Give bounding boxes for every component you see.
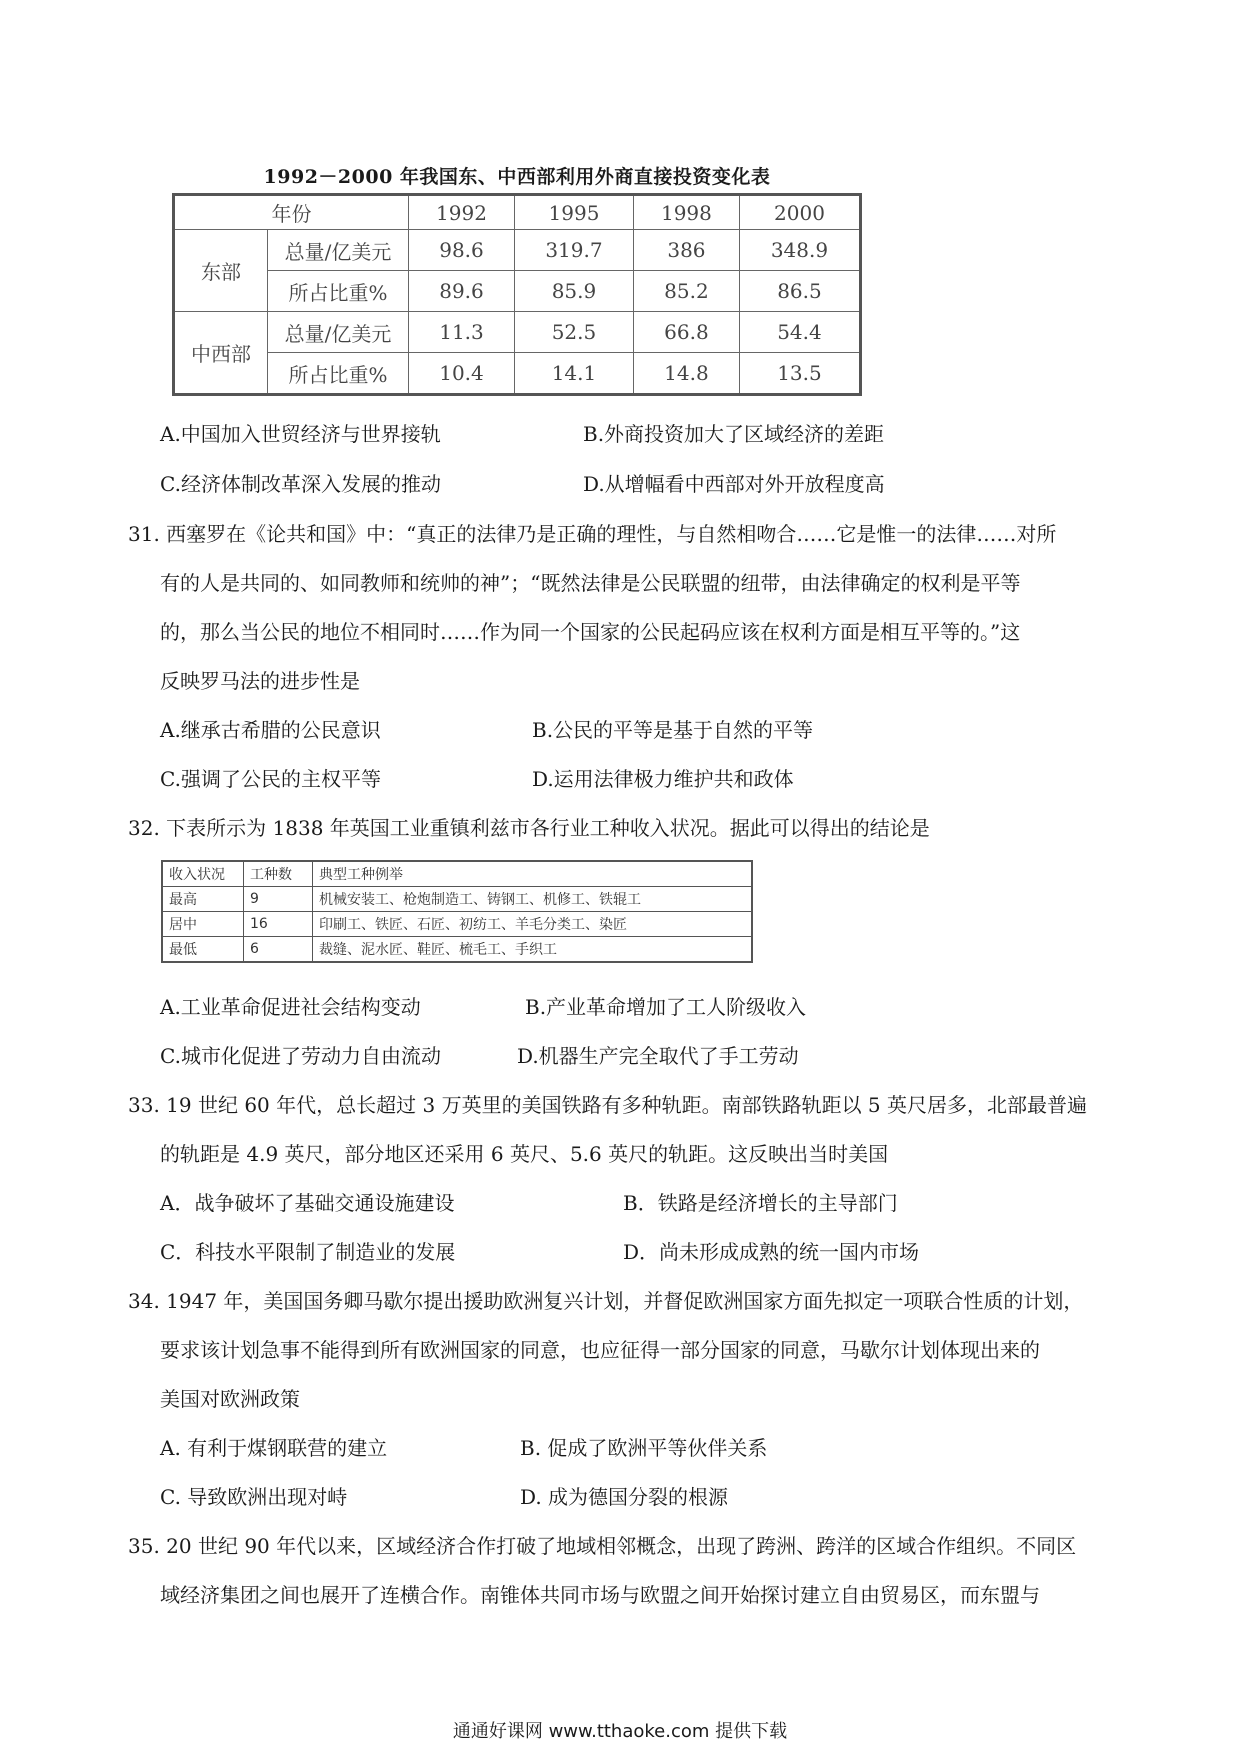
q31-option-c: C.强调了公民的主权平等 <box>160 767 381 791</box>
table-row <box>162 887 752 912</box>
q33-option-c: C．科技水平限制了制造业的发展 <box>160 1240 456 1264</box>
value-cell: 348.9 <box>739 230 860 271</box>
table-header-row <box>162 861 752 887</box>
header-1995: 1995 <box>514 195 633 230</box>
investment-table <box>172 193 862 396</box>
table-row <box>162 937 752 963</box>
value-cell: 89.6 <box>409 271 515 312</box>
q33-option-b: B．铁路是经济增长的主导部门 <box>623 1191 898 1215</box>
value-cell: 14.1 <box>514 353 633 395</box>
q32-option-d: D.机器生产完全取代了手工劳动 <box>517 1044 799 1068</box>
q34-option-d: D. 成为德国分裂的根源 <box>520 1485 729 1509</box>
q31-stem-line: 的，那么当公民的地位不相同时……作为同一个国家的公民起码应该在权利方面是相互平等的。”这 <box>160 620 1021 644</box>
q33-stem-line: 的轨距是 4.9 英尺，部分地区还采用 6 英尺、5.6 英尺的轨距。这反映出当时美国 <box>160 1142 889 1166</box>
q34-stem-line: 34. 1947 年，美国国务卿马歇尔提出援助欧洲复兴计划，并督促欧洲国家方面先拟定一项联合性质的计划， <box>128 1289 1084 1313</box>
metric-cell: 总量/亿美元 <box>268 312 409 353</box>
q31-option-a: A.继承古希腊的公民意识 <box>160 718 381 742</box>
header-year: 年份 <box>174 195 409 230</box>
table-row <box>174 230 861 271</box>
q32-option-a: A.工业革命促进社会结构变动 <box>160 995 421 1019</box>
q33-stem-line: 33. 19 世纪 60 年代，总长超过 3 万英里的美国铁路有多种轨距。南部铁路轨距以 5 英尺居多，北部最普遍 <box>128 1093 1088 1117</box>
metric-cell: 总量/亿美元 <box>268 230 409 271</box>
job-count: 9 <box>244 887 313 912</box>
q34-stem-line: 美国对欧洲政策 <box>160 1387 300 1411</box>
metric-cell: 所占比重% <box>268 353 409 395</box>
q34-stem-line: 要求该计划急事不能得到所有欧洲国家的同意，也应征得一部分国家的同意，马歇尔计划体现出来的 <box>160 1338 1040 1362</box>
job-examples: 机械安装工、枪炮制造工、铸钢工、机修工、铁辊工 <box>313 887 753 912</box>
table-row <box>174 271 861 312</box>
income-level: 最高 <box>162 887 244 912</box>
value-cell: 86.5 <box>739 271 860 312</box>
q33-option-d: D．尚未形成成熟的统一国内市场 <box>623 1240 920 1264</box>
q30-option-c: C.经济体制改革深入发展的推动 <box>160 472 441 496</box>
q34-option-c: C. 导致欧洲出现对峙 <box>160 1485 348 1509</box>
value-cell: 319.7 <box>514 230 633 271</box>
header-1992: 1992 <box>409 195 515 230</box>
q32-stem: 32. 下表所示为 1838 年英国工业重镇利兹市各行业工种收入状况。据此可以得出的结论是 <box>128 816 930 840</box>
value-cell: 14.8 <box>633 353 739 395</box>
q30-option-d: D.从增幅看中西部对外开放程度高 <box>583 472 885 496</box>
table-header-row <box>174 195 861 230</box>
value-cell: 13.5 <box>739 353 860 395</box>
q31-option-d: D.运用法律极力维护共和政体 <box>532 767 794 791</box>
value-cell: 98.6 <box>409 230 515 271</box>
table-row <box>174 353 861 395</box>
job-examples: 裁缝、泥水匠、鞋匠、梳毛工、手织工 <box>313 937 753 963</box>
header-examples: 典型工种例举 <box>313 861 753 887</box>
metric-cell: 所占比重% <box>268 271 409 312</box>
table-row <box>162 912 752 937</box>
value-cell: 10.4 <box>409 353 515 395</box>
q31-stem-line: 有的人是共同的、如同教师和统帅的神”；“既然法律是公民联盟的纽带，由法律确定的权利是平等 <box>160 571 1021 595</box>
q31-stem-line: 31. 西塞罗在《论共和国》中：“真正的法律乃是正确的理性，与自然相吻合……它是惟一的法律……对所 <box>128 522 1057 546</box>
income-table <box>161 860 753 963</box>
job-count: 6 <box>244 937 313 963</box>
q34-option-b: B. 促成了欧洲平等伙伴关系 <box>520 1436 768 1460</box>
header-2000: 2000 <box>739 195 860 230</box>
q35-stem-line: 35. 20 世纪 90 年代以来，区域经济合作打破了地域相邻概念，出现了跨洲、跨洋的区域合作组织。不同区 <box>128 1534 1077 1558</box>
page-footer: 通通好课网 www.tthaoke.com 提供下载 <box>452 1721 788 1742</box>
income-level: 居中 <box>162 912 244 937</box>
value-cell: 386 <box>633 230 739 271</box>
q31-stem-line: 反映罗马法的进步性是 <box>160 669 360 693</box>
q32-option-b: B.产业革命增加了工人阶级收入 <box>525 995 807 1019</box>
region-central-west: 中西部 <box>174 312 268 395</box>
job-count: 16 <box>244 912 313 937</box>
value-cell: 54.4 <box>739 312 860 353</box>
region-east: 东部 <box>174 230 268 312</box>
header-count: 工种数 <box>244 861 313 887</box>
header-income: 收入状况 <box>162 861 244 887</box>
q34-option-a: A. 有利于煤钢联营的建立 <box>160 1436 388 1460</box>
income-level: 最低 <box>162 937 244 963</box>
value-cell: 85.2 <box>633 271 739 312</box>
table1-title: 1992－2000 年我国东、中西部利用外商直接投资变化表 <box>263 166 771 188</box>
value-cell: 66.8 <box>633 312 739 353</box>
value-cell: 85.9 <box>514 271 633 312</box>
job-examples: 印刷工、铁匠、石匠、初纺工、羊毛分类工、染匠 <box>313 912 753 937</box>
table-row <box>174 312 861 353</box>
header-1998: 1998 <box>633 195 739 230</box>
value-cell: 52.5 <box>514 312 633 353</box>
q33-option-a: A．战争破坏了基础交通设施建设 <box>160 1191 455 1215</box>
value-cell: 11.3 <box>409 312 515 353</box>
q32-option-c: C.城市化促进了劳动力自由流动 <box>160 1044 441 1068</box>
q31-option-b: B.公民的平等是基于自然的平等 <box>532 718 814 742</box>
q30-option-b: B.外商投资加大了区域经济的差距 <box>583 422 885 446</box>
q30-option-a: A.中国加入世贸经济与世界接轨 <box>160 422 441 446</box>
q35-stem-line: 域经济集团之间也展开了连横合作。南锥体共同市场与欧盟之间开始探讨建立自由贸易区，而东盟与 <box>160 1583 1040 1607</box>
